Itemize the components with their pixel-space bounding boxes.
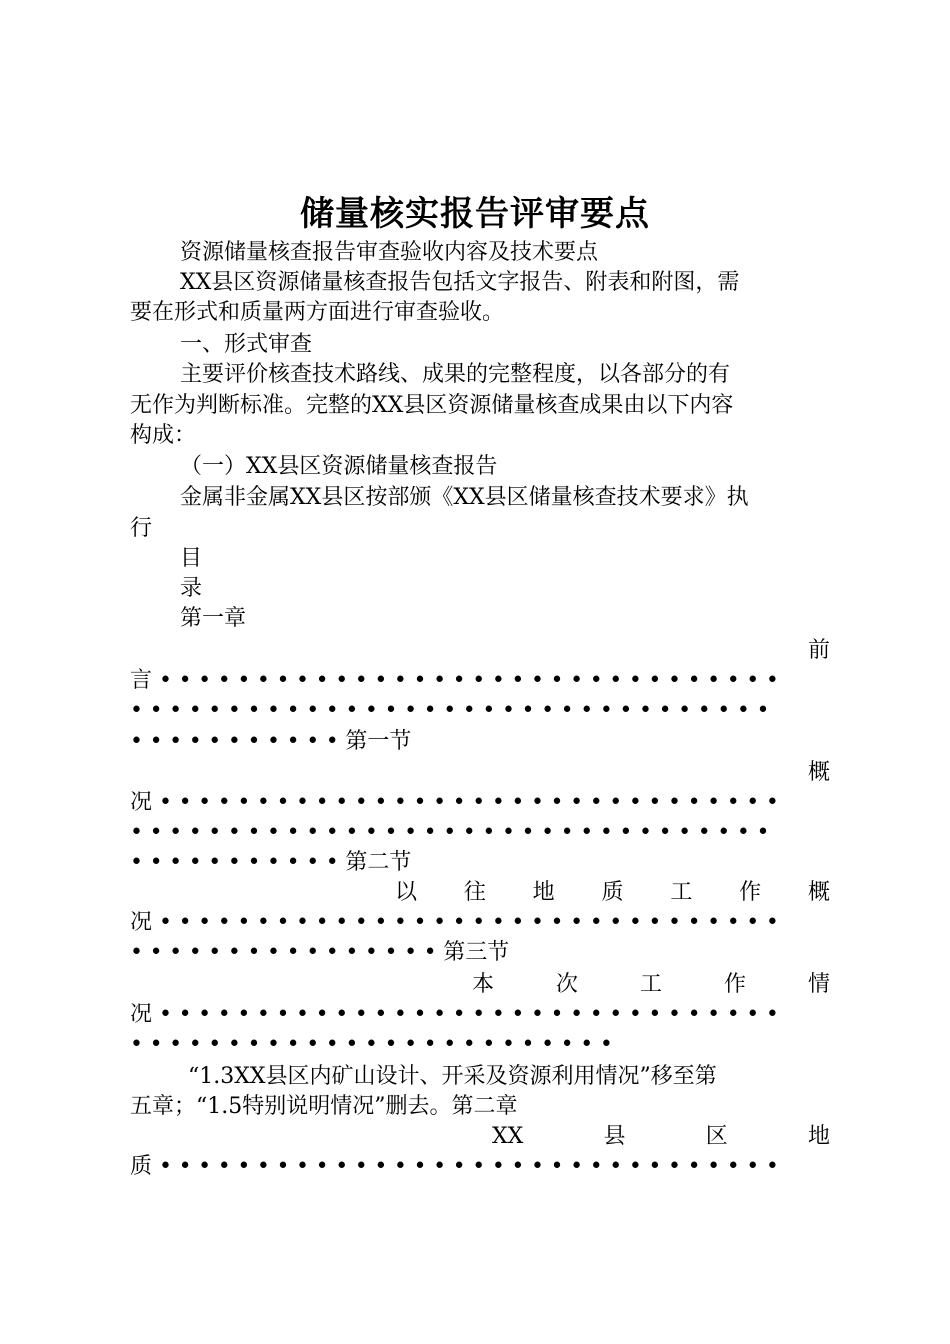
toc-word: 以 bbox=[395, 880, 418, 905]
paragraph-line: “1.3XX县区内矿山设计、开采及资源利用情况”移至第 bbox=[188, 1064, 717, 1089]
toc-entry-text bbox=[472, 970, 830, 999]
paragraph-line: 行 bbox=[130, 516, 153, 541]
toc-leader-dots: •••••••••••••••••••••••••••••••• bbox=[159, 1002, 786, 1027]
toc-word: XX bbox=[492, 1124, 524, 1149]
paragraph-line: 要在形式和质量两方面进行审查验收。 bbox=[130, 300, 505, 325]
toc-word: 工 bbox=[639, 972, 662, 997]
toc-entry-text: 况 bbox=[130, 790, 153, 815]
toc-entry-text bbox=[492, 1122, 830, 1151]
toc-entry-line bbox=[130, 1000, 830, 1029]
toc-entry-line bbox=[130, 666, 830, 695]
toc-leader-dots: •••••••••••••••••••••••••••••••• bbox=[159, 1154, 786, 1179]
toc-word: 质 bbox=[601, 880, 624, 905]
toc-word: 区 bbox=[705, 1124, 728, 1149]
paragraph-line: XX县区资源储量核查报告包括文字报告、附表和附图，需 bbox=[180, 270, 740, 295]
toc-leader-dots bbox=[130, 696, 830, 725]
toc-entry-text: 况 bbox=[130, 1002, 153, 1027]
toc-leader-dots: ••••••••••• bbox=[130, 729, 346, 754]
toc-entry-text: 概 bbox=[807, 760, 830, 785]
toc-leader-dots: ••••••••••••••••••••••••••••••••• bbox=[130, 698, 777, 723]
toc-leader-dots: ••••••••••••••••••••••••••••••••• bbox=[130, 820, 777, 845]
toc-word: 往 bbox=[463, 880, 486, 905]
toc-heading: 目 bbox=[180, 546, 203, 571]
toc-entry-line bbox=[130, 727, 830, 756]
toc-entry-line bbox=[130, 908, 830, 937]
toc-leader-dots: •••••••••••••••• bbox=[130, 940, 444, 965]
toc-entry-text: 言 bbox=[130, 668, 153, 693]
toc-leader-dots: •••••••••••••••••••••••••••••••• bbox=[159, 668, 786, 693]
toc-word: 工 bbox=[670, 880, 693, 905]
section-heading: 一、形式审查 bbox=[180, 332, 313, 357]
toc-entry-text: 前 bbox=[807, 638, 830, 663]
paragraph-line: 构成： bbox=[130, 423, 197, 448]
toc-entry-line bbox=[130, 938, 830, 967]
toc-entry-line bbox=[130, 1152, 830, 1181]
toc-word: 地 bbox=[807, 1124, 830, 1149]
document-title: 储量核实报告评审要点 bbox=[300, 194, 650, 234]
paragraph-line: 主要评价核查技术路线、成果的完整程度，以各部分的有 bbox=[180, 362, 731, 387]
paragraph-line: 五章；“1.5特别说明情况”删去。第二章 bbox=[130, 1094, 518, 1119]
toc-leader-dots bbox=[130, 1030, 830, 1059]
toc-word: 作 bbox=[739, 880, 762, 905]
toc-entry-text bbox=[395, 878, 830, 907]
toc-section-label: 第三节 bbox=[443, 940, 510, 965]
paragraph-line: 无作为判断标准。完整的XX县区资源储量核查成果由以下内容 bbox=[130, 393, 734, 418]
toc-word: 地 bbox=[532, 880, 555, 905]
toc-word: 本 bbox=[472, 972, 495, 997]
toc-entry-text: 况 bbox=[130, 910, 153, 935]
toc-leader-dots: ••••••••••• bbox=[130, 850, 346, 875]
paragraph-line: 金属非金属XX县区按部颁《XX县区储量核查技术要求》执 bbox=[180, 485, 749, 510]
toc-word: 县 bbox=[603, 1124, 626, 1149]
toc-section-label: 第一节 bbox=[345, 729, 412, 754]
toc-entry-text: 质 bbox=[130, 1154, 153, 1179]
chapter-label: 第一章 bbox=[180, 606, 247, 631]
subsection-heading: （一）XX县区资源储量核查报告 bbox=[180, 454, 498, 479]
toc-section-label: 第二节 bbox=[345, 850, 412, 875]
toc-word: 作 bbox=[723, 972, 746, 997]
toc-heading: 录 bbox=[180, 576, 203, 601]
toc-entry-line bbox=[130, 848, 830, 877]
toc-entry-line bbox=[130, 788, 830, 817]
toc-word: 概 bbox=[807, 880, 830, 905]
toc-leader-dots bbox=[130, 818, 830, 847]
paragraph-line: 资源储量核查报告审查验收内容及技术要点 bbox=[180, 240, 599, 265]
toc-leader-dots: •••••••••••••••••••••••••••••••• bbox=[159, 790, 786, 815]
toc-word: 情 bbox=[807, 972, 830, 997]
toc-leader-dots: ••••••••••••••••••••••••• bbox=[130, 1032, 620, 1057]
toc-leader-dots: •••••••••••••••••••••••••••••••• bbox=[159, 910, 786, 935]
toc-word: 次 bbox=[555, 972, 578, 997]
